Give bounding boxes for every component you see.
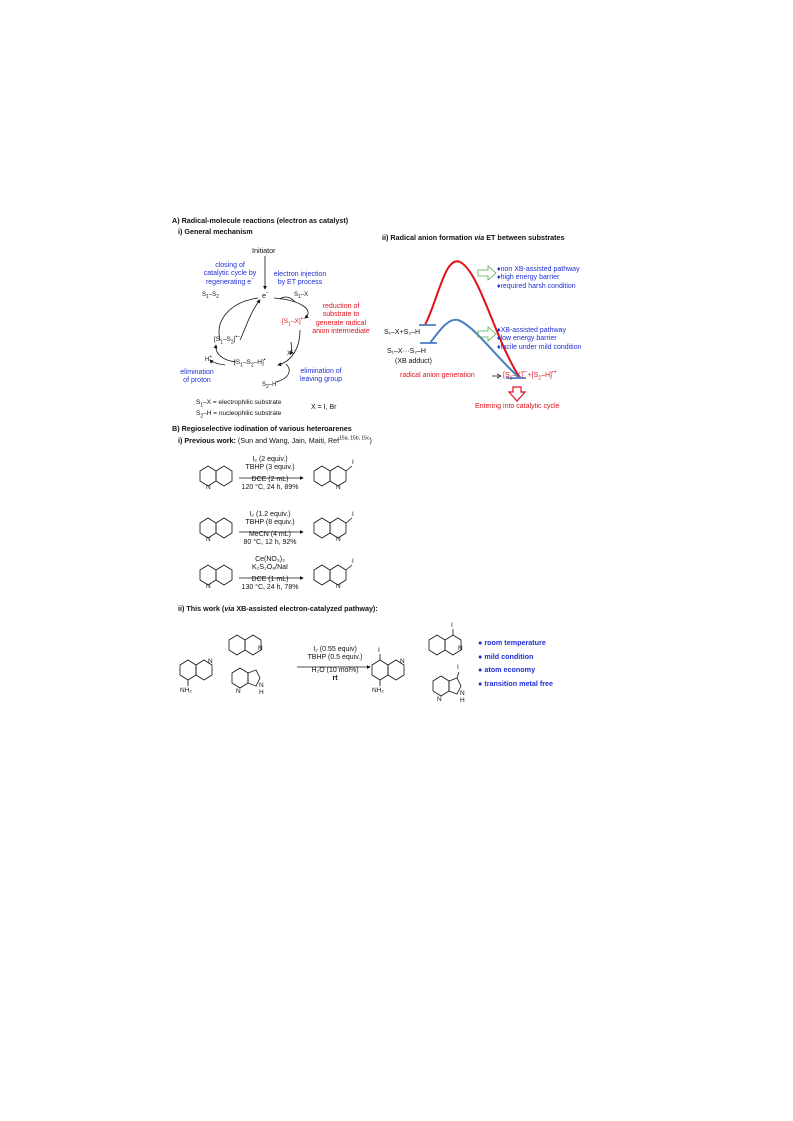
initiator-label: Initiator: [252, 246, 276, 255]
legend-nucleophile: $S_2-H$ = nucleophilic substrate: [196, 410, 282, 420]
atom-i: I: [352, 511, 354, 518]
isoquinoline: [229, 635, 261, 655]
radical-anion-heading: ii) Radical anion formation via ET between substrates: [382, 233, 565, 242]
section-b-title: B) Regioselective iodination of various heteroarenes: [172, 424, 352, 433]
reaction-2-conditions: I₂ (1.2 equiv.) TBHP (8 equiv.) MeCN (4 mL) 80 °C, 12 h, 92%: [243, 511, 297, 546]
iodoquinoline-1: [314, 466, 352, 486]
atom-i: I: [378, 647, 380, 654]
electron-center: e−: [262, 290, 269, 300]
closing-cycle-text: closing of catalytic cycle by regenerating e−: [203, 262, 257, 286]
elimination-proton-text: elimination of proton: [180, 369, 214, 385]
this-work-heading: ii) This work (via XB-assisted electron-catalyzed pathway):: [178, 604, 378, 613]
atom-i: I: [451, 622, 453, 629]
section-a-title: A) Radical-molecule reactions (electron as catalyst): [172, 216, 349, 225]
elimination-leaving-group-text: elimination of leaving group: [299, 368, 343, 384]
entering-cycle-label: Entering into catalytic cycle: [475, 403, 560, 410]
radical-anion-generation-label: radical anion generation: [400, 372, 475, 379]
atom-n: N: [206, 536, 211, 543]
electron-injection-text: electron injection by ET process: [273, 271, 327, 287]
iodo-isoquinoline: [429, 629, 461, 655]
general-mechanism-heading: i) General mechanism: [178, 227, 253, 236]
atom-n: N: [236, 688, 241, 695]
atom-n: N: [400, 658, 405, 665]
x-anion-label: X−: [287, 348, 294, 357]
atom-n: N: [208, 658, 213, 665]
adduct-note: (XB adduct): [395, 358, 432, 365]
iodoquinoline-2: [314, 518, 352, 538]
atom-n: N: [258, 645, 263, 652]
s1s2h-radical-cation: $[S_1-S_2-H]^•$: [234, 356, 266, 369]
iodo-azaindole: [433, 672, 461, 696]
legend-x: X = I, Br: [311, 404, 337, 411]
atom-nh2: NH₂: [372, 687, 384, 694]
atom-i: I: [457, 664, 459, 671]
legend-electrophile: $S_1-X$ = electrophilic substrate: [196, 399, 282, 409]
adduct-label: S₁–X···S₂–H: [387, 348, 426, 355]
atom-i: I: [352, 459, 354, 466]
s1-x-top-label: $S_1-X$: [294, 292, 309, 301]
iodoquinoline-3: [314, 565, 352, 585]
atom-n: N: [336, 583, 341, 590]
atom-n: N: [206, 484, 211, 491]
atom-n: N: [336, 536, 341, 543]
quinoline-2: [200, 518, 232, 538]
s1s2-radical-anion: $[S_1-S_2]^{•-}$: [214, 333, 241, 346]
atom-nh: N H: [259, 682, 264, 697]
non-xb-list: ♦non XB-assisted pathway ♦high energy barrier ♦required harsh condition: [497, 266, 580, 290]
previous-work-heading: i) Previous work: (Sun and Wang, Jain, Maiti, Ref$^{15a, 15b, 15c}$): [178, 435, 372, 445]
s1x-radical-anion: $[S_1-X]^{•-}$: [282, 315, 306, 328]
proton-label: H+: [205, 354, 213, 363]
s1-s2-label: $S_1-S_2$: [202, 292, 219, 301]
reduction-text: reduction of substrate to generate radical anion intermediate: [312, 303, 370, 335]
atom-n: N: [336, 484, 341, 491]
atom-n: N: [458, 645, 463, 652]
atom-n: N: [206, 583, 211, 590]
atom-nh2: NH₂: [180, 687, 192, 694]
reactants-label: S₁–X+S₂–H: [384, 329, 421, 336]
atom-nh: N H: [460, 690, 465, 705]
benefits-list: ● room temperature ● mild condition ● atom economy ● transition metal free: [478, 638, 554, 689]
azaindole: [232, 668, 260, 688]
s2-h-label: $S_2-H$: [262, 382, 277, 391]
atom-i: I: [352, 558, 354, 565]
reaction-3-conditions: Ce(NO₃)₃ K₂S₂O₈/NaI DCE (1 mL) 130 °C, 24 h, 78%: [241, 556, 299, 591]
atom-n: N: [437, 696, 442, 703]
reaction-4-conditions: I₂ (0.55 equiv) TBHP (0.5 equiv.) H₂O (10 mol%) rt: [307, 646, 363, 682]
quinoline-3: [200, 565, 232, 585]
quinoline-1: [200, 466, 232, 486]
product-radical-pair: $[S_1-X]^{•-}+[S_2-H]^{•+}$: [503, 369, 557, 382]
xb-list: ♦XB-assisted pathway ♦low energy barrier ♦facile under mild condition: [497, 327, 582, 351]
reaction-1-conditions: I₂ (2 equiv.) TBHP (3 equiv.) DCE (2 mL) 120 °C, 24 h, 89%: [241, 456, 299, 491]
